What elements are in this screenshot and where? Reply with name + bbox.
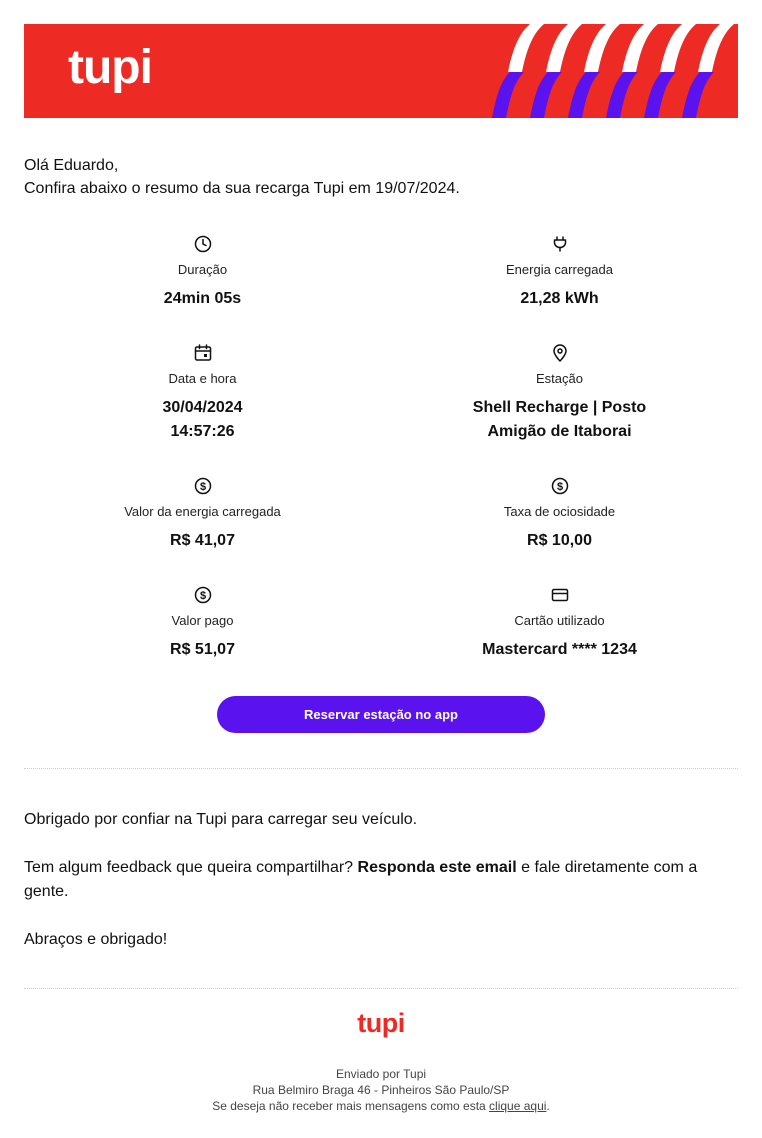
summary-energy	[381, 234, 738, 311]
summary-value: Shell Recharge | Posto Amigão de Itaborai	[472, 399, 647, 440]
header-banner	[24, 24, 738, 118]
summary-card	[381, 585, 738, 662]
summary-value: 21,28 kWh	[520, 290, 599, 307]
footer-tupi-logo: tupi	[357, 1008, 405, 1038]
svg-text:$: $	[556, 481, 563, 493]
dollar-icon	[193, 476, 213, 496]
svg-text:$: $	[199, 590, 206, 602]
footer	[0, 1066, 762, 1114]
thanks-message: Obrigado por confiar na Tupi para carregar seu veículo.	[24, 811, 418, 828]
summary-label: Duração	[177, 262, 228, 277]
footer-address: Rua Belmiro Braga 46 - Pinheiros São Paulo/SP	[252, 1083, 510, 1097]
summary-label: Cartão utilizado	[514, 613, 605, 628]
summary-label: Estação	[536, 371, 583, 386]
summary-value: R$ 10,00	[527, 532, 592, 549]
feedback-text-end: e fale diretamente com a gente.	[24, 859, 698, 900]
greeting	[24, 154, 738, 200]
tupi-logo: tupi	[68, 41, 152, 94]
summary-label: Data e hora	[168, 371, 237, 386]
reply-email-link: Responda este email	[357, 859, 517, 876]
summary-datetime	[24, 343, 381, 444]
signoff: Abraços e obrigado!	[24, 931, 168, 948]
summary-paid	[24, 585, 381, 662]
dollar-icon	[193, 585, 213, 605]
divider	[24, 768, 738, 769]
greeting-name: Olá Eduardo,	[24, 157, 119, 174]
unsubscribe-period: .	[546, 1099, 550, 1113]
reserve-station-button[interactable]: Reservar estação no app	[217, 696, 545, 733]
footer-sent-by: Enviado por Tupi	[335, 1067, 427, 1081]
summary-value: R$ 41,07	[170, 532, 235, 549]
divider	[24, 988, 738, 989]
summary-value: 30/04/2024 14:57:26	[162, 399, 243, 440]
summary-label: Energia carregada	[506, 262, 613, 277]
plug-icon	[550, 234, 570, 254]
clock-icon	[193, 234, 213, 254]
summary-station	[381, 343, 738, 444]
summary-energy-value	[24, 476, 381, 553]
location-pin-icon	[550, 343, 570, 363]
stripes-decoration	[24, 24, 738, 118]
summary-label: Valor da energia carregada	[124, 504, 281, 519]
summary-value: R$ 51,07	[170, 641, 235, 658]
dollar-icon	[550, 476, 570, 496]
unsubscribe-text: Se deseja não receber mais mensagens como esta	[212, 1099, 490, 1113]
svg-text:$: $	[199, 481, 206, 493]
summary-label: Taxa de ociosidade	[503, 504, 616, 519]
feedback-message	[24, 856, 738, 904]
greeting-intro: Confira abaixo o resumo da sua recarga Tupi em 19/07/2024.	[24, 180, 460, 197]
summary-duration	[24, 234, 381, 311]
calendar-icon	[193, 343, 213, 363]
summary-idle-fee	[381, 476, 738, 553]
summary-value: 24min 05s	[163, 290, 242, 307]
unsubscribe-link[interactable]: clique aqui	[489, 1099, 547, 1113]
summary-label: Valor pago	[171, 613, 234, 628]
footer-unsubscribe	[0, 1098, 762, 1114]
feedback-text: Tem algum feedback que queira compartilhar?	[24, 859, 358, 876]
summary-value: Mastercard **** 1234	[482, 641, 637, 658]
credit-card-icon	[550, 585, 570, 605]
